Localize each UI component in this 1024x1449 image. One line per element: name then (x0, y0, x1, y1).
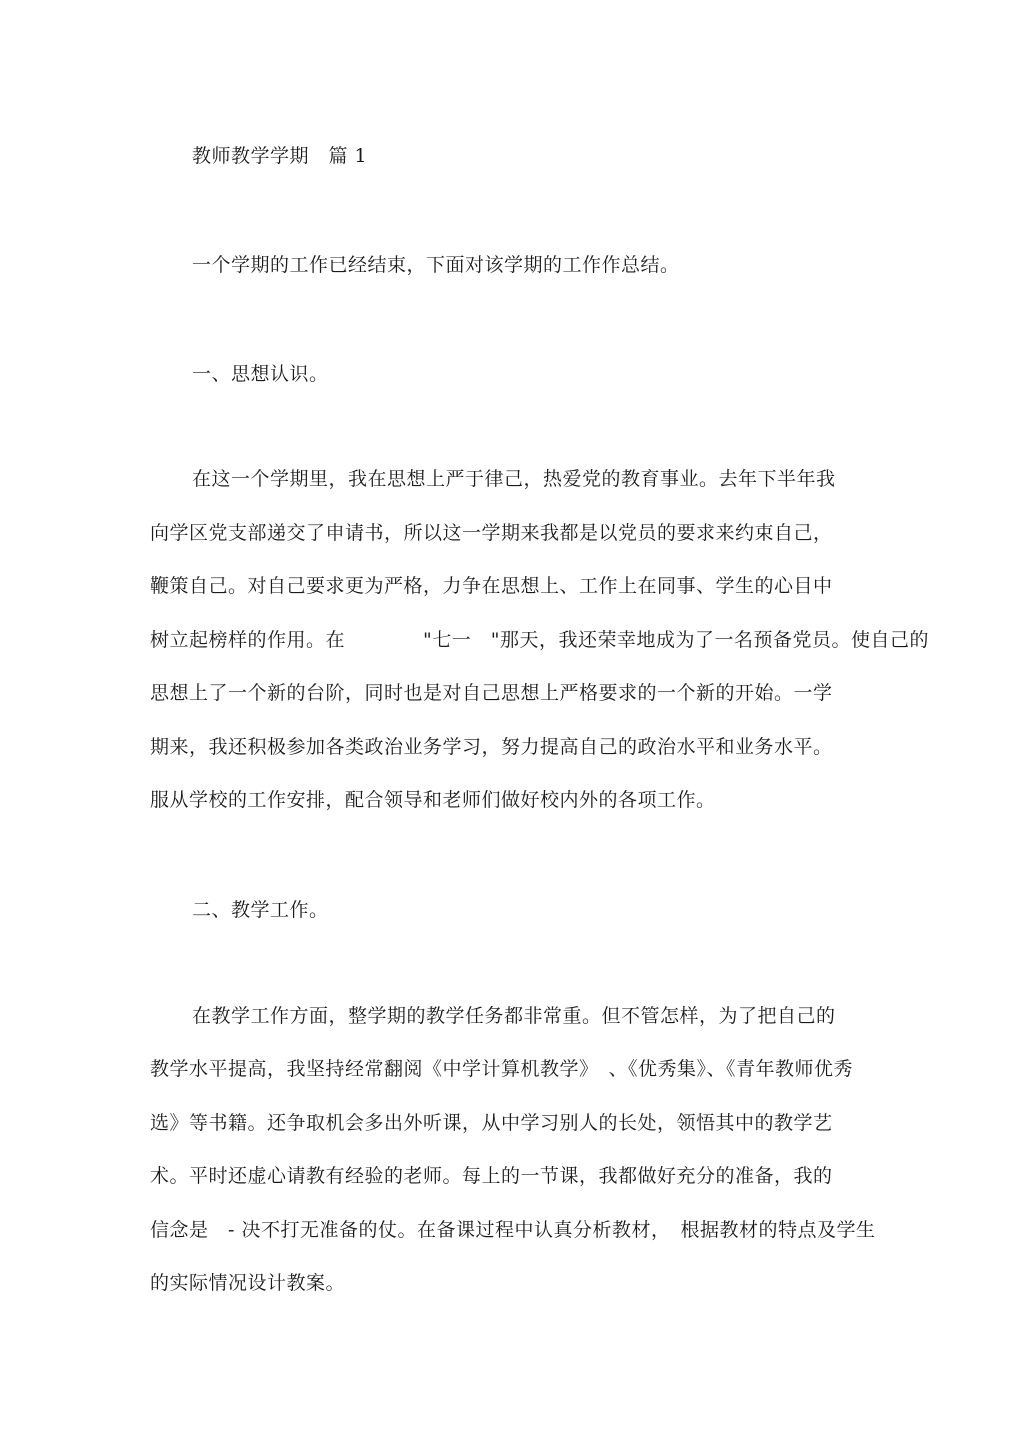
section2-line-5: 信念是 - 决不打无准备的仗。在备课过程中认真分析教材， 根据教材的特点及学生 (150, 1219, 876, 1241)
section1-line-6: 期来，我还积极参加各类政治业务学习，努力提高自己的政治水平和业务水平。 (150, 736, 833, 758)
section1-line-5: 思想上了一个新的台阶，同时也是对自己思想上严格要求的一个新的开始。一学 (150, 682, 833, 704)
intro-paragraph: 一个学期的工作已经结束，下面对该学期的工作作总结。 (192, 254, 680, 276)
section1-line-1: 在这一个学期里，我在思想上严于律己，热爱党的教育事业。去年下半年我 (192, 468, 836, 490)
section2-line-1: 在教学工作方面，整学期的教学任务都非常重。但不管怎样，为了把自己的 (192, 1005, 836, 1027)
document-title: 教师教学学期 篇 1 (192, 145, 368, 167)
section2-line-2: 教学水平提高，我坚持经常翻阅《中学计算机教学》 、《优秀集》、《青年教师优秀 (150, 1058, 854, 1080)
section-heading-2: 二、教学工作。 (192, 899, 329, 921)
section1-line-3: 鞭策自己。对自己要求更为严格，力争在思想上、工作上在同事、学生的心目中 (150, 575, 833, 597)
section1-line-7: 服从学校的工作安排，配合领导和老师们做好校内外的各项工作。 (150, 789, 716, 811)
section2-line-4: 术。平时还虚心请教有经验的老师。每上的一节课，我都做好充分的准备，我的 (150, 1165, 833, 1187)
section-heading-1: 一、思想认识。 (192, 363, 329, 385)
section2-line-6: 的实际情况设计教案。 (150, 1272, 346, 1294)
section1-line-2: 向学区党支部递交了申请书，所以这一学期来我都是以党员的要求来约束自己， (150, 522, 833, 544)
section2-line-3: 选》等书籍。还争取机会多出外听课，从中学习别人的长处，领悟其中的教学艺 (150, 1112, 833, 1134)
section1-line-4: 树立起榜样的作用。在 "七一 "那天，我还荣幸地成为了一名预备党员。使自己的 (150, 629, 929, 651)
